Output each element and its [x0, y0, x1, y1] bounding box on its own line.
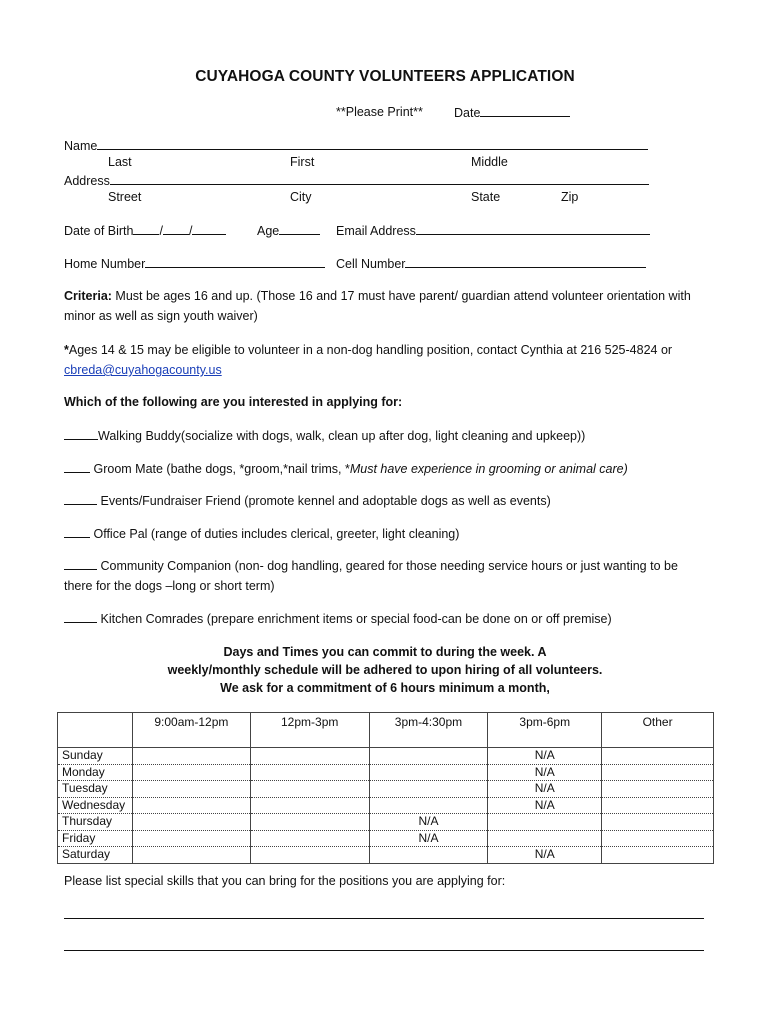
position-events-text: Events/Fundraiser Friend (promote kennel and adoptable dogs as well as events): [100, 494, 551, 508]
availability-table: [57, 712, 714, 864]
position-checkline[interactable]: [64, 461, 90, 473]
name-label: Name: [64, 139, 98, 153]
table-cell[interactable]: N/A: [488, 847, 602, 864]
table-day-cell: Monday: [58, 764, 133, 781]
please-print-note: **Please Print**: [336, 105, 423, 119]
table-cell[interactable]: [602, 847, 714, 864]
position-checkline[interactable]: [64, 493, 97, 505]
position-office-pal: [64, 526, 459, 541]
page-title: CUYAHOGA COUNTY VOLUNTEERS APPLICATION: [195, 68, 575, 85]
dob-field-group: [64, 223, 226, 238]
home-number-input-line[interactable]: [145, 256, 325, 268]
table-cell[interactable]: [602, 830, 714, 847]
table-cell[interactable]: [369, 764, 488, 781]
name-sub-first: First: [290, 155, 315, 169]
position-groom-italic: Must have experience in grooming or animal care): [349, 462, 628, 476]
table-cell[interactable]: [602, 814, 714, 831]
table-header-row: [58, 713, 714, 748]
table-cell[interactable]: N/A: [369, 830, 488, 847]
position-groom-mate: [64, 461, 628, 476]
name-sub-last: Last: [108, 155, 132, 169]
table-cell[interactable]: N/A: [369, 814, 488, 831]
email-label: Email Address: [336, 224, 416, 238]
table-column-header: 12pm-3pm: [250, 713, 369, 748]
table-cell[interactable]: [488, 830, 602, 847]
table-cell[interactable]: [132, 748, 250, 765]
table-cell[interactable]: [132, 781, 250, 798]
dob-label: Date of Birth: [64, 224, 134, 238]
table-column-header: 9:00am-12pm: [132, 713, 250, 748]
position-kitchen-comrades: [64, 611, 612, 626]
home-number-field-group: [64, 256, 325, 271]
name-input-line[interactable]: [97, 138, 648, 150]
date-input-line[interactable]: [480, 105, 570, 117]
table-cell[interactable]: [488, 814, 602, 831]
table-cell[interactable]: [250, 748, 369, 765]
address-label: Address: [64, 174, 110, 188]
name-field-group: [64, 138, 648, 153]
table-cell[interactable]: [250, 764, 369, 781]
dob-year-input[interactable]: [192, 223, 226, 235]
table-cell[interactable]: [132, 797, 250, 814]
table-row: [58, 797, 714, 814]
table-cell[interactable]: [602, 748, 714, 765]
position-checkline[interactable]: [64, 558, 97, 570]
date-label: Date: [454, 106, 481, 120]
age-input-line[interactable]: [279, 223, 320, 235]
table-header-corner: [58, 713, 133, 748]
table-cell[interactable]: [250, 781, 369, 798]
dob-day-input[interactable]: [163, 223, 189, 235]
table-cell[interactable]: N/A: [488, 781, 602, 798]
table-cell[interactable]: N/A: [488, 764, 602, 781]
table-cell[interactable]: [602, 781, 714, 798]
address-sub-street: Street: [108, 190, 142, 204]
skills-answer-line[interactable]: [64, 950, 704, 951]
criteria-label: Criteria:: [64, 289, 112, 303]
cell-number-field-group: [336, 256, 646, 271]
criteria-text: Must be ages 16 and up. (Those 16 and 17 must have parent/ guardian attend volunteer orientation with minor as well as sign youth waiver): [64, 289, 691, 323]
table-row: [58, 748, 714, 765]
table-row: [58, 814, 714, 831]
position-kitchen-text: Kitchen Comrades (prepare enrichment items or special food-can be done on or off premise): [100, 612, 612, 626]
position-groom-text: Groom Mate (bathe dogs, *groom,*nail trims, *: [93, 462, 350, 476]
dob-month-input[interactable]: [133, 223, 159, 235]
table-cell[interactable]: [602, 797, 714, 814]
table-column-header: 3pm-4:30pm: [369, 713, 488, 748]
ages-note-star: *: [64, 343, 69, 357]
home-number-label: Home Number: [64, 257, 146, 271]
position-walking-buddy: [64, 428, 585, 443]
table-day-cell: Sunday: [58, 748, 133, 765]
position-community-text: Community Companion (non- dog handling, geared for those needing service hours or just wanting to be there for the dogs –long or short term): [64, 559, 678, 593]
table-cell[interactable]: [132, 764, 250, 781]
ages-note-text: Ages 14 & 15 may be eligible to volunteer in a non-dog handling position, contact Cynthia at 216 525-4824 or: [68, 343, 673, 357]
table-cell[interactable]: [369, 781, 488, 798]
address-input-line[interactable]: [110, 173, 649, 185]
name-sub-middle: Middle: [471, 155, 508, 169]
skills-prompt: Please list special skills that you can bring for the positions you are applying for:: [64, 874, 506, 888]
position-office-text: Office Pal (range of duties includes clerical, greeter, light cleaning): [93, 527, 460, 541]
days-heading: [0, 643, 770, 697]
table-day-cell: Tuesday: [58, 781, 133, 798]
table-cell[interactable]: [250, 797, 369, 814]
position-checkline[interactable]: [64, 611, 97, 623]
position-community-companion: [64, 556, 704, 596]
position-checkline[interactable]: [64, 526, 90, 538]
email-input-line[interactable]: [416, 223, 650, 235]
address-sub-zip: Zip: [561, 190, 579, 204]
days-heading-line3: We ask for a commitment of 6 hours minimum a month,: [220, 681, 550, 695]
table-day-cell: Thursday: [58, 814, 133, 831]
table-cell[interactable]: [132, 814, 250, 831]
table-cell[interactable]: [132, 830, 250, 847]
position-checkline[interactable]: [64, 428, 98, 440]
interest-heading: Which of the following are you interested in applying for:: [64, 395, 403, 409]
address-sub-city: City: [290, 190, 312, 204]
table-column-header: Other: [602, 713, 714, 748]
table-cell[interactable]: [369, 797, 488, 814]
table-cell[interactable]: [250, 847, 369, 864]
table-column-header: 3pm-6pm: [488, 713, 602, 748]
age-field-group: [257, 223, 320, 238]
table-day-cell: Friday: [58, 830, 133, 847]
skills-answer-line[interactable]: [64, 918, 704, 919]
cell-number-label: Cell Number: [336, 257, 406, 271]
cell-number-input-line[interactable]: [405, 256, 646, 268]
ages-note-paragraph: [64, 340, 704, 380]
table-cell[interactable]: [602, 764, 714, 781]
table-cell[interactable]: N/A: [488, 797, 602, 814]
table-row: [58, 781, 714, 798]
days-heading-line1: Days and Times you can commit to during the week. A: [223, 645, 547, 659]
date-field-group: [454, 105, 570, 120]
table-cell[interactable]: [369, 847, 488, 864]
dob-separator: /: [159, 224, 163, 238]
position-events-friend: [64, 493, 551, 508]
days-heading-line2: weekly/monthly schedule will be adhered to upon hiring of all volunteers.: [167, 663, 603, 677]
table-cell[interactable]: [250, 814, 369, 831]
address-field-group: [64, 173, 649, 188]
criteria-paragraph: [64, 286, 712, 326]
table-row: [58, 847, 714, 864]
table-cell[interactable]: [250, 830, 369, 847]
table-day-cell: Wednesday: [58, 797, 133, 814]
address-sub-state: State: [471, 190, 501, 204]
table-cell[interactable]: N/A: [488, 748, 602, 765]
dob-separator: /: [188, 224, 193, 238]
age-label: Age: [257, 224, 280, 238]
email-field-group: [336, 223, 650, 238]
table-cell[interactable]: [369, 748, 488, 765]
table-day-cell: Saturday: [58, 847, 133, 864]
contact-email-link[interactable]: cbreda@cuyahogacounty.us: [64, 363, 222, 377]
table-row: [58, 764, 714, 781]
table-cell[interactable]: [132, 847, 250, 864]
position-walking-text: Walking Buddy(socialize with dogs, walk, clean up after dog, light cleaning and upkeep)): [98, 429, 586, 443]
table-row: [58, 830, 714, 847]
